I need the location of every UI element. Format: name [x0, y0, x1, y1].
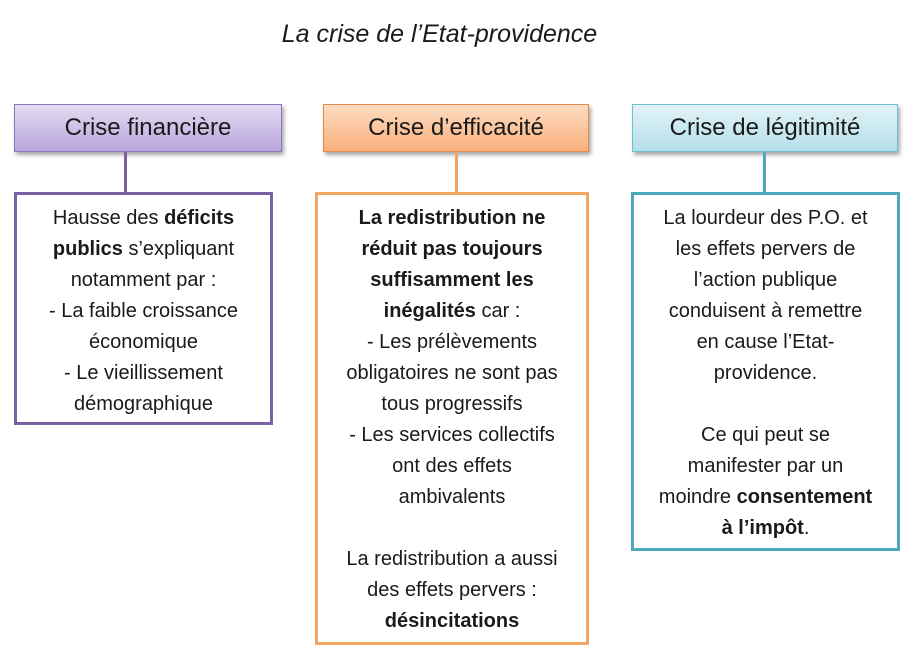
text-run: ont des effets — [392, 455, 512, 477]
text-line — [326, 606, 578, 637]
text-line — [25, 265, 262, 296]
text-run: des effets pervers : — [367, 579, 537, 601]
text-line — [326, 358, 578, 389]
text-run: - Les services collectifs — [349, 424, 555, 446]
connector-line-financiere — [124, 152, 127, 192]
connector-line-efficacite — [455, 152, 458, 192]
text-line — [326, 420, 578, 451]
text-line — [25, 203, 262, 234]
text-run: démographique — [74, 393, 213, 415]
text-run: obligatoires ne sont pas — [346, 362, 558, 384]
text-line — [25, 389, 262, 420]
text-line — [642, 420, 889, 451]
blank-line — [326, 513, 578, 544]
bold-text: désincitations — [384, 610, 520, 632]
text-line — [326, 544, 578, 575]
text-run: s’expliquant — [122, 238, 235, 260]
text-line — [642, 451, 889, 482]
text-line — [326, 203, 578, 234]
text-run: providence. — [713, 362, 818, 384]
text-line — [326, 451, 578, 482]
header-crise-efficacite: Crise d’efficacité — [323, 104, 589, 152]
text-line — [642, 265, 889, 296]
bold-text: réduit pas toujours — [361, 238, 543, 260]
text-line — [642, 513, 889, 544]
bold-text: consentement — [736, 486, 873, 508]
text-line — [326, 327, 578, 358]
text-line — [326, 296, 578, 327]
header-crise-legitimite: Crise de légitimité — [632, 104, 898, 152]
text-line — [642, 358, 889, 389]
text-run: - La faible croissance — [49, 300, 238, 322]
text-run: car : — [475, 300, 521, 322]
blank-line — [642, 389, 889, 420]
text-run: économique — [89, 331, 198, 353]
bold-text: inégalités — [383, 300, 476, 322]
text-run: manifester par un — [687, 455, 844, 477]
text-line — [25, 234, 262, 265]
text-line — [326, 234, 578, 265]
header-crise-financiere: Crise financière — [14, 104, 282, 152]
bold-text: publics — [52, 238, 123, 260]
text-line — [326, 265, 578, 296]
text-run: les effets pervers de — [675, 238, 856, 260]
text-run: notamment par : — [70, 269, 217, 291]
bold-text: suffisamment les — [370, 269, 534, 291]
text-line — [642, 296, 889, 327]
text-line — [25, 358, 262, 389]
text-line — [642, 234, 889, 265]
text-run: - Les prélèvements — [366, 331, 538, 353]
text-line — [642, 482, 889, 513]
connector-line-legitimite — [763, 152, 766, 192]
box-crise-efficacite — [315, 192, 589, 645]
text-run: . — [803, 517, 810, 539]
text-run: l’action publique — [693, 269, 838, 291]
text-run: - Le vieillissement — [64, 362, 223, 384]
bold-text: déficits — [164, 207, 235, 229]
box-crise-legitimite — [631, 192, 900, 551]
text-line — [642, 203, 889, 234]
text-line — [326, 575, 578, 606]
text-line — [326, 482, 578, 513]
text-run: La redistribution a aussi — [346, 548, 558, 570]
text-run: conduisent à remettre — [668, 300, 863, 322]
text-line — [25, 327, 262, 358]
text-line — [25, 296, 262, 327]
text-run: moindre — [658, 486, 737, 508]
text-run: ambivalents — [398, 486, 506, 508]
text-line — [642, 327, 889, 358]
text-run: La lourdeur des P.O. et — [663, 207, 868, 229]
box-crise-financiere — [14, 192, 273, 425]
text-line — [326, 389, 578, 420]
bold-text: La redistribution ne — [358, 207, 546, 229]
text-run: en cause l’Etat- — [696, 331, 835, 353]
text-run: tous progressifs — [381, 393, 523, 415]
bold-text: à l’impôt — [721, 517, 804, 539]
text-run: Hausse des — [52, 207, 165, 229]
text-run: Ce qui peut se — [701, 424, 830, 446]
diagram-title: La crise de l’Etat-providence — [281, 20, 598, 48]
